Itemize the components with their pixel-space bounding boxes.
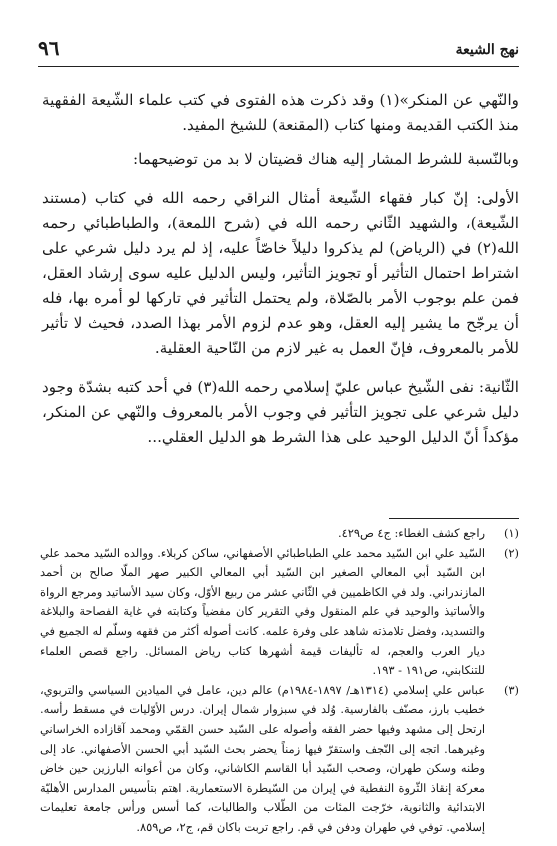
main-text: [42, 88, 519, 450]
footnote-text: راجع كشف الغطاء: ج٤ ص٤٢٩.: [337, 526, 485, 540]
paragraph: وبالنّسبة للشرط المشار إليه هناك قضيتان لا بد من توضيحهما:: [132, 150, 519, 168]
paragraph: الأولى: إنّ كبار فقهاء الشّيعة أمثال النراقي رحمه الله في كتاب (مستند الشّيعة)، والشهيد الثّاني رحمه الله في (شرح اللمعة)، والطباطبائي رحمه الله(٢) في (الرياض) لم يذكروا دليلاً خاصّاً عليه، إذ لم يرد دليل شرعي على اشتراط احتمال التأثير أو تجويز التأثير، وليس الدليل عليه سوى إرشاد العقل، فمن علم بوجوب الأمر بالصّلاة، ولم يحتمل التأثير في تاركها لو أمره بها، فله أن يرجّح ما يشير إليه العقل، وهو عدم لزوم الأمر بهذا الصدد، فحيث لا تأثير للأمر بالمعروف، فإنّ العمل به غير لازم من النّاحية العقلية.: [42, 189, 519, 357]
footnote-number: (٣): [503, 682, 519, 697]
book-title: نهج الشيعة: [455, 42, 519, 58]
footnote-separator: [389, 518, 519, 519]
paragraph: الثّانية: نفى الشّيخ عباس عليّ إسلامي رحمه الله(٣) في أحد كتبه بشدّة وجود دليل شرعي على تجويز التأثير في وجوب الأمر بالمعروف والنّهي عن المنكر، مؤكداً أنّ الدليل الوحيد على هذا الشرط هو الدليل العقلي...: [42, 378, 519, 446]
footnote-text: السّيد علي ابن السّيد محمد علي الطباطبائي الأصفهاني، ساكن كربلاء. ووالده السّيد محمد علي ابن السّيد أبي المعالي الصغير ابن السّيد أبي المعالي الكبير صهر الملّا صالح بن أحمد المازندراني. ولد في الكاظميين في الثّاني عشر من ربيع الأوّل، وكان سيد الأساتيد ومرجع الرواة والأساتيذ والوحيد في علم المنقول وفي التقرير كان مفضياً وكتابته في غاية الفصاحة والبلاغة والتسديد، وفضل تلامذته شاهد على وفرة علمه. كانت أصوله أكثر من فقهه وسلّم له الجميع في ديار العرب والعجم، له تأليفات قيمة أشهرها كتاب رياض المسائل. راجع قصص العلماء للتنكابني، ص١٩١ - ١٩٣.: [40, 545, 485, 678]
footnote-text: عباس علي إسلامي (١٣١٤هـ/ ١٨٩٧-١٩٨٤م) عالم دين، عامل في الميادين السياسي والتربوي، خطيب بارز، مصنّف بالفارسية. وُلد في سبزوار شمال إيران. درس الأوّليات في مسقط رأسه. ارتحل إلى مشهد وفيها حضر الفقه وأصوله على السّيد حسن القمّي ومحمد آقازاده الخراساني وغيرهما. اتجه إلى النّجف واستقرّ فيها زمناً يحضر بحث السّيد أبي الحسن الأصفهاني. عاد إلى وطنه وسكن طهران، وصحب السّيد أبا القاسم الكاشاني، وكان من أعوانه البارزين حين خاض معركة إنقاذ الثّروة النفطية في إيران من السّيطرة الاستعمارية. اهتم بتأسيس المدارس الأهليّة الابتدائية والثانوية، خرّجت المئات من الطّلاب والطالبات، كما أسس ورأس جامعة تعليمات إسلامي. توفي في طهران ودفن في قم. راجع تربت باكان قم، ج٢، ص٨٥٩.: [40, 682, 485, 834]
footnote-number: (١): [503, 526, 519, 540]
page-number: ٩٦: [38, 36, 60, 60]
page-header: [38, 36, 519, 67]
footnote: [40, 524, 519, 544]
footnotes: [40, 524, 519, 838]
footnote: [40, 544, 519, 681]
paragraph: والنّهي عن المنكر»(١) وقد ذكرت هذه الفتوى في كتب علماء الشّيعة الفقهية منذ الكتب القديمة ومنها كتاب (المقنعة) للشيخ المفيد.: [42, 91, 519, 134]
footnote-number: (٢): [503, 545, 519, 560]
footnote: [40, 681, 519, 838]
